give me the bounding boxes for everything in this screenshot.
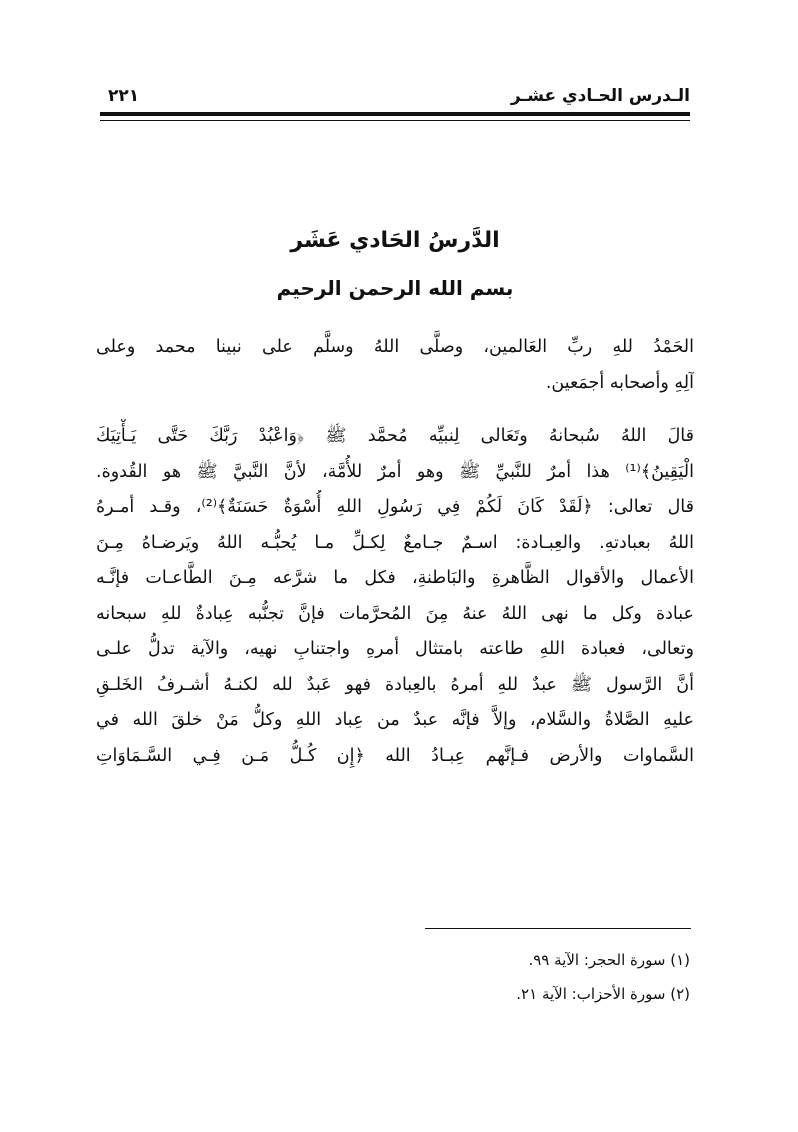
paragraph-2-line: عليهِ الصَّلاةُ والسَّلام، وإلاَّ فإنَّه عبدٌ من عِباد اللهِ وكلُّ مَنْ خلقَ الله في <box>96 710 694 730</box>
lesson-title: الدَّرسُ الحَادي عَشَر <box>290 228 500 253</box>
header-rule-thin <box>100 120 690 121</box>
paragraph-2-line: الأعمال والأقوال الظَّاهرةِ والبَاطنةِ، فكل ما شرَّعه مِـنَ الطَّاعـات فإنَّـه <box>96 568 694 588</box>
footnote-separator <box>425 928 691 929</box>
basmala: بسم الله الرحمن الرحيم <box>276 276 514 300</box>
paragraph-1-line: آلِهِ وأصحابه أجمَعين. <box>545 372 694 393</box>
paragraph-2-line: أنَّ الرَّسول ﷺ عبدٌ للهِ أمرهُ بالعِبادة فهو عَبدٌ لله لكنـهُ أشـرفُ الخَلـقِ <box>96 674 694 695</box>
paragraph-2-line: قالَ اللهُ سُبحانهُ وتَعَالى لِنبيِّه مُحمَّد ﷺ ﴿وَاعْبُدْ رَبَّكَ حَتَّى يَـأْتِيَكَ <box>96 426 694 446</box>
running-header <box>100 82 690 112</box>
paragraph-2-line: قال تعالى: ﴿لَقَدْ كَانَ لَكُمْ فِي رَسُولِ اللهِ أُسْوَةٌ حَسَنَةٌ﴾⁽²⁾، وقـد أمـرهُ <box>96 497 694 517</box>
body-text <box>96 330 694 774</box>
footnote-1: (١) سورة الحجر: الآية ٩٩. <box>528 951 690 969</box>
paragraph-2-line: وتعالى، فعبادة اللهِ طاعته بامتثال أمرهِ واجتنابِ نهيه، والآية تدلُّ علـى <box>96 639 694 659</box>
paragraph-1-line: الحَمْدُ للهِ ربِّ العَالمين، وصلَّى اللهُ وسلَّم على نبينا محمد وعلى <box>96 337 694 357</box>
paragraph-gap <box>96 401 694 419</box>
footnote-2: (٢) سورة الأحزاب: الآية ٢١. <box>516 985 690 1003</box>
paragraph-2-line: اللهُ بعبادتهِ. والعِبـادة: اسـمٌ جـامعٌ لِكـلِّ مـا يُحبُّـه اللهُ ويَرضـاهُ مِـنَ <box>96 532 694 553</box>
paragraph-2-line: السَّماوات والأرض فـإنَّهم عِبـادُ الله ﴿إِن كُـلُّ مَـن فِـي السَّـمَاوَاتِ <box>96 745 694 766</box>
running-title: الـدرس الحـادي عشـر <box>510 86 690 106</box>
header-rule-thick <box>100 112 690 116</box>
paragraph-2-line: الْيَقِينُ﴾⁽¹⁾ هذا أمرٌ للنَّبيِّ ﷺ وهو أمرٌ للأُمَّة، لأنَّ النَّبيَّ ﷺ هو القُدوة. <box>96 461 694 482</box>
paragraph-2-line: عبادة وكل ما نهى اللهُ عنهُ مِنَ المُحرَّمات فإنَّ تجنُّبه عِبادةٌ للهِ سبحانه <box>96 603 694 624</box>
page-number: ٢٢١ <box>108 86 140 106</box>
footnotes <box>400 943 690 1011</box>
